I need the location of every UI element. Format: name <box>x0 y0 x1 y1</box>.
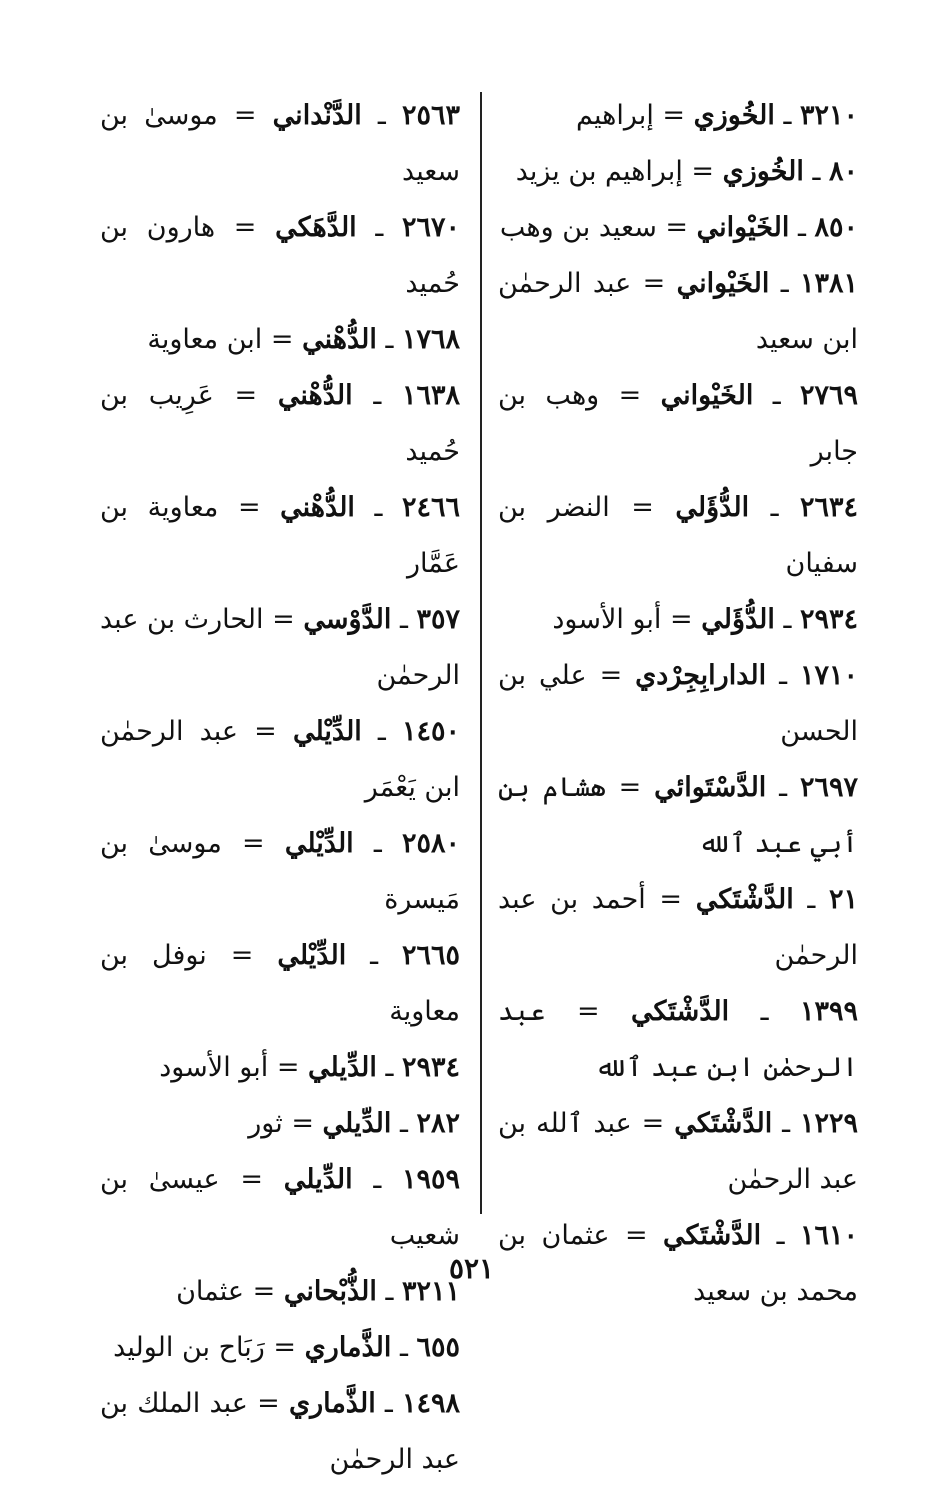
index-entry: ٨٠ ـ الخُوزي = إبراهيم بن يزيد <box>515 156 858 187</box>
entry-nisba: الدَّنْداني <box>272 100 362 131</box>
entry-name: نوفل بن معاوية <box>100 940 460 1027</box>
index-entry: ٢٩٣٤ ـ الدِّيلي = أبو الأسود <box>159 1052 460 1083</box>
index-entry: ١٢٢٩ ـ الدَّشْتَكي = عبد ٱلله بن عبد الرحمٰن <box>498 1108 859 1195</box>
entry-number: ٢٦٧٠ <box>401 212 460 243</box>
entry-name: عبد الرحمٰن ابن يَعْمَر <box>100 716 460 803</box>
entry-nisba: الدِّيلي <box>308 1052 377 1083</box>
entry-nisba: الدَّوْسي <box>303 604 392 635</box>
entry-name: معاوية بن عَمَّار <box>100 492 460 579</box>
entry-nisba: الدِّيْلي <box>277 940 347 971</box>
entry-name: إبراهيم <box>576 100 654 131</box>
entry-nisba: الدَّشْتَكي <box>695 884 794 915</box>
entry-number: ٢٩٣٤ <box>401 1052 460 1083</box>
index-entry: ١٤٩٨ ـ الذَّماري = عبد الملك بن عبد الرحمٰن <box>100 1388 461 1475</box>
entry-name: أبو الأسود <box>552 604 662 635</box>
index-entry: ١٧١٠ ـ الدارابِجِرْدي = علي بن الحسن <box>498 660 858 747</box>
entry-nisba: الدَّسْتَوائي <box>654 772 767 803</box>
entry-number: ٣٥٧ <box>416 604 460 635</box>
entry-nisba: الخَيْواني <box>676 268 770 299</box>
entry-nisba: الدُّهْني <box>280 492 355 523</box>
index-entry: ١٣٩٩ ـ الدَّشْتَكي = عبد الرحمٰن ابن عبد ٱلله <box>498 996 858 1083</box>
entry-name: موسىٰ بن مَيسرة <box>100 828 460 915</box>
index-entry: ٢٥٨٠ ـ الدِّيْلي = موسىٰ بن مَيسرة <box>100 828 460 915</box>
entry-nisba: الخَيْواني <box>696 212 790 243</box>
entry-number: ٦٥٥ <box>416 1332 460 1363</box>
entry-name: عبد ٱلله بن عبد الرحمٰن <box>498 1108 858 1195</box>
entry-number: ٣٢١٠ <box>799 100 858 131</box>
entry-name: عثمان <box>176 1276 245 1307</box>
entry-name: هارون بن حُميد <box>100 212 460 299</box>
index-entry: ١٦١٠ ـ الدَّشْتَكي = عثمان بن محمد بن سعيد <box>498 1220 859 1307</box>
index-entry: ٢٦٦٥ ـ الدِّيْلي = نوفل بن معاوية <box>100 940 461 1027</box>
entry-nisba: الذَّماري <box>288 1388 376 1419</box>
entry-number: ٢٦٦٥ <box>402 940 461 971</box>
index-entry: ١٩٥٩ ـ الدِّيلي = عيسىٰ بن شعيب <box>100 1164 461 1251</box>
entry-number: ٨٥٠ <box>814 212 858 243</box>
entry-nisba: الذَّماري <box>304 1332 392 1363</box>
entry-number: ٢٥٦٣ <box>401 100 460 131</box>
entry-nisba: الدُّؤَلي <box>675 492 750 523</box>
entry-name: الحارث بن عبد الرحمٰن <box>100 604 460 691</box>
index-entry: ٢٦٧٠ ـ الدَّهَكي = هارون بن حُميد <box>100 212 460 299</box>
entry-name: موسىٰ بن سعيد <box>100 100 460 187</box>
column-divider <box>480 92 482 1214</box>
entry-number: ٢٦٣٤ <box>800 492 859 523</box>
entry-number: ٢٤٦٦ <box>401 492 460 523</box>
entry-number: ١٧٦٨ <box>401 324 460 355</box>
entry-nisba: الخُوزي <box>722 156 804 187</box>
entry-nisba: الدِّيْلي <box>284 828 354 859</box>
entry-number: ٢٦٩٧ <box>799 772 858 803</box>
entry-name: ابن معاوية <box>147 324 263 355</box>
entry-nisba: الخَيْواني <box>660 380 754 411</box>
entry-nisba: الدُّهْني <box>277 380 353 411</box>
entry-number: ١٣٩٩ <box>799 996 858 1027</box>
index-entry: ٨٥٠ ـ الخَيْواني = سعيد بن وهب <box>499 212 858 243</box>
entry-name: عثمان بن محمد بن سعيد <box>498 1220 858 1307</box>
index-entry: ٢٩٣٤ ـ الدُّؤَلي = أبو الأسود <box>552 604 858 635</box>
index-entry: ٢٥٦٣ ـ الدَّنْداني = موسىٰ بن سعيد <box>100 100 460 187</box>
entry-number: ١٣٨١ <box>799 268 858 299</box>
index-entry: ٢٦٣٤ ـ الدُّؤَلي = النضر بن سفيان <box>498 492 859 579</box>
entry-name: عبد الرحمٰن ابن سعيد <box>498 268 858 355</box>
entry-nisba: الدِّيلي <box>322 1108 392 1139</box>
entry-name: سعيد بن وهب <box>499 212 657 243</box>
entry-name: رَبَاح بن الوليد <box>113 1332 265 1363</box>
entry-nisba: الدِّيلي <box>283 1164 353 1195</box>
index-entry: ٢٦٩٧ ـ الدَّسْتَوائي = هشام بن أبي عبد ٱلله <box>498 772 858 859</box>
entry-number: ١٧١٠ <box>799 660 858 691</box>
index-entry: ١٦٣٨ ـ الدُّهْني = عَرِيب بن حُميد <box>100 380 460 467</box>
index-entry: ١٧٦٨ ـ الدُّهْني = ابن معاوية <box>147 324 460 355</box>
index-entry: ٢٧٦٩ ـ الخَيْواني = وهب بن جابر <box>498 380 858 467</box>
index-entry: ٦٥٥ ـ الذَّماري = رَبَاح بن الوليد <box>113 1332 460 1363</box>
entry-nisba: الدِّيْلي <box>292 716 362 747</box>
index-column-right <box>498 88 858 1320</box>
index-entry: ٢٨٢ ـ الدِّيلي = ثور <box>248 1108 460 1139</box>
entry-nisba: الدَّشْتَكي <box>631 996 730 1027</box>
index-entry: ١٤٥٠ ـ الدِّيْلي = عبد الرحمٰن ابن يَعْمَر <box>100 716 460 803</box>
entry-name: عبد الملك بن عبد الرحمٰن <box>100 1388 460 1475</box>
entry-name: أبو الأسود <box>159 1052 269 1083</box>
index-entry: ٣٢١١ ـ الذُّبْحاني = عثمان <box>176 1276 460 1307</box>
entry-name: عبد الرحمٰن ابن عبد ٱلله <box>498 996 858 1083</box>
entry-nisba: الدُّهْني <box>302 324 377 355</box>
entry-name: علي بن الحسن <box>498 660 858 747</box>
entry-number: ١٩٥٩ <box>402 1164 461 1195</box>
entry-name: وهب بن جابر <box>498 380 858 467</box>
index-entry: ٢١ ـ الدَّشْتَكي = أحمد بن عبد الرحمٰن <box>498 884 858 971</box>
entry-number: ١٤٥٠ <box>401 716 460 747</box>
entry-number: ١٦١٠ <box>800 1220 859 1251</box>
entry-number: ٨٠ <box>828 156 858 187</box>
entry-nisba: الخُوزي <box>693 100 775 131</box>
entry-nisba: الدَّهَكي <box>275 212 357 243</box>
entry-name: عَرِيب بن حُميد <box>100 380 460 467</box>
entry-number: ٢٥٨٠ <box>401 828 460 859</box>
entry-name: هشام بن أبي عبد ٱلله <box>498 772 858 859</box>
entry-number: ٣٢١١ <box>401 1276 460 1307</box>
entry-nisba: الدُّؤَلي <box>701 604 775 635</box>
entry-number: ١٤٩٨ <box>402 1388 461 1419</box>
entry-number: ١٢٢٩ <box>800 1108 859 1139</box>
entry-nisba: الدَّشْتَكي <box>663 1220 762 1251</box>
entry-name: عيسىٰ بن شعيب <box>100 1164 460 1251</box>
index-entry: ٢٤٦٦ ـ الدُّهْني = معاوية بن عَمَّار <box>100 492 460 579</box>
entry-name: النضر بن سفيان <box>498 492 858 579</box>
entry-name: ثور <box>248 1108 283 1139</box>
entry-nisba: الدارابِجِرْدي <box>635 660 767 691</box>
page-number: ٥٢١ <box>448 1252 495 1285</box>
index-entry: ٣٢١٠ ـ الخُوزي = إبراهيم <box>576 100 858 131</box>
entry-number: ١٦٣٨ <box>401 380 460 411</box>
entry-nisba: الذُّبْحاني <box>283 1276 377 1307</box>
entry-name: إبراهيم بن يزيد <box>515 156 683 187</box>
entry-number: ٢٩٣٤ <box>799 604 858 635</box>
entry-nisba: الدَّشْتَكي <box>674 1108 773 1139</box>
entry-name: أحمد بن عبد الرحمٰن <box>498 884 858 971</box>
index-entry: ٣٥٧ ـ الدَّوْسي = الحارث بن عبد الرحمٰن <box>100 604 460 691</box>
entry-number: ٢٧٦٩ <box>799 380 858 411</box>
entry-number: ٢١ <box>828 884 858 915</box>
entry-number: ٢٨٢ <box>416 1108 460 1139</box>
index-entry: ١٣٨١ ـ الخَيْواني = عبد الرحمٰن ابن سعيد <box>498 268 858 355</box>
